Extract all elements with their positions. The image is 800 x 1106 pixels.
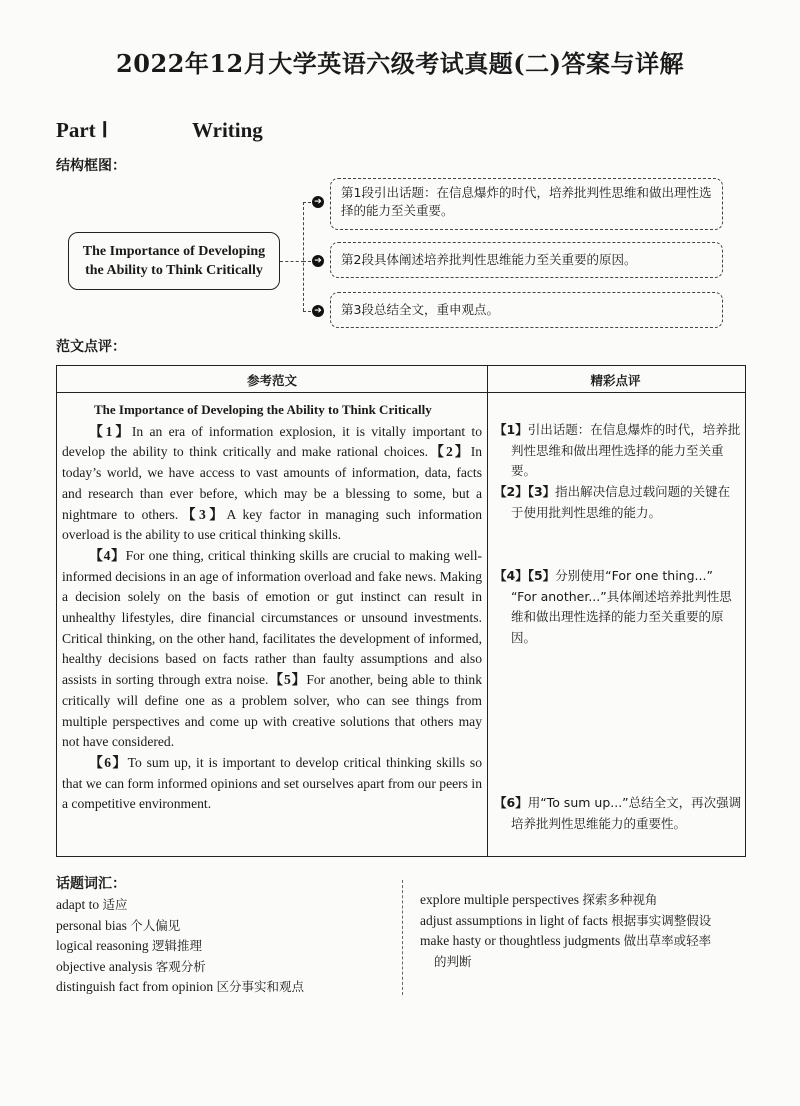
review-table [56,365,746,857]
topic-box: The Importance of Developing the Ability to Think Critically [68,232,280,290]
sentence-5: For another, being able to think critically will define one as a problem solver, who can see things from multiple perspectives and come up with creative solutions that others may not have considered. [62,672,483,750]
branch-connector-3 [303,311,311,312]
paragraph-box-2: 第2段具体阐述培养批判性思维能力至关重要的原因。 [330,242,723,278]
branch-connector-1 [303,202,311,203]
comment-3 [494,566,742,648]
paragraph-box-1: 第1段引出话题：在信息爆炸的时代，培养批判性思维和做出理性选择的能力至关重要。 [330,178,723,230]
comment-text: 引出话题：在信息爆炸的时代，培养批判性思维和做出理性选择的能力至关重要。 [511,422,741,478]
vocab-divider [402,880,403,995]
part-number: Ⅰ [101,118,108,142]
essay-paragraph-3 [62,753,482,815]
comment-tag: 【1】 [494,422,528,437]
essay-paragraph-1 [62,422,482,546]
sentence-6: To sum up, it is important to develop critical thinking skills so that we can form informed opinions and set ourselves apart from our peers in a competitive environment. [62,754,482,812]
essay-title: The Importance of Developing the Ability to Think Critically [94,402,432,417]
page-title: 2022年12月大学英语六级考试真题(二)答案与详解 [116,49,684,78]
part-name: Writing [192,118,263,142]
sentence-2: In today’s world, we have access to vast amounts of information, data, facts and research than ever before, which may be a blessing to some, but a nightmare to others. [62,444,483,522]
vocab-item: distinguish fact from opinion 区分事实和观点 [56,979,304,994]
header-divider [57,392,745,393]
vocab-item: personal bias 个人偏见 [56,917,181,933]
comment-text: 分别使用“For one thing...” “For another...”具体阐述培养批判性思维和做出理性选择的能力至关重要的原因。 [511,568,732,645]
comment-column-header: 精彩点评 [590,373,641,388]
part-label: Part [56,118,96,142]
vocab-left-list [56,895,304,998]
review-heading: 范文点评： [56,339,126,355]
vocab-item: adjust assumptions in light of facts 根据事实调整假设 [420,912,712,928]
marker-1: 【1】 [89,423,132,439]
vocab-item-continued: 的判断 [434,953,472,969]
vocab-item: adapt to 适应 [56,897,128,912]
arrow-right-icon: ➔ [312,196,324,208]
topic-connector [280,261,304,262]
column-divider [487,366,488,856]
vocab-item: make hasty or thoughtless judgments 做出草率或轻率 [420,933,712,948]
marker-3: 【3】 [178,506,227,522]
structure-heading: 结构框图： [56,158,126,174]
comment-text: 指出解决信息过载问题的关键在于使用批判性思维的能力。 [511,484,731,520]
comment-2 [494,482,742,523]
comment-tag: 【2】【3】 [494,484,556,499]
sentence-4: For one thing, critical thinking skills are crucial to making well-informed decisions in an age of information overload and fake news. Making a decision solely on the basis of emotion or gut instinct can result in unhealthy lifestyles, dire financial circumstances or unsound investments. Critical thinking, on the other hand, facilitates the development of informed, healthy decisions based on facts rather than faulty assumptions and also assists in sorting through extra noise. [62,547,483,688]
marker-5: 【5】 [268,672,307,688]
sentence-3: A key factor in managing such information overload is the ability to use critical thinking skills. [62,506,482,543]
branch-connector-2 [303,261,311,262]
arrow-right-icon: ➔ [312,305,324,317]
vocab-item: objective analysis 客观分析 [56,958,206,974]
paragraph-box-3: 第3段总结全文，重申观点。 [330,292,723,328]
comment-tag: 【4】【5】 [494,568,556,583]
vocab-heading: 话题词汇： [56,876,126,892]
comment-text: 用“To sum up...”总结全文，再次强调培养批判性思维能力的重要性。 [511,795,742,831]
essay-paragraph-2 [62,546,482,753]
vocab-item: explore multiple perspectives 探索多种视角 [420,892,658,907]
marker-4: 【4】 [89,547,126,563]
comment-tag: 【6】 [494,795,528,810]
essay-column-header: 参考范文 [246,373,297,388]
branch-line [303,202,304,311]
part-heading [56,118,263,143]
vocab-item: logical reasoning 逻辑推理 [56,938,202,953]
sentence-1: In an era of information explosion, it is vitally important to develop the ability to think critically and make rational choices. [62,423,483,460]
comment-1 [494,420,742,482]
marker-6: 【6】 [89,754,128,770]
vocab-right-list [420,890,711,972]
sample-essay [62,400,482,815]
comment-4 [494,793,742,834]
arrow-right-icon: ➔ [312,255,324,267]
marker-2: 【2】 [428,444,471,460]
